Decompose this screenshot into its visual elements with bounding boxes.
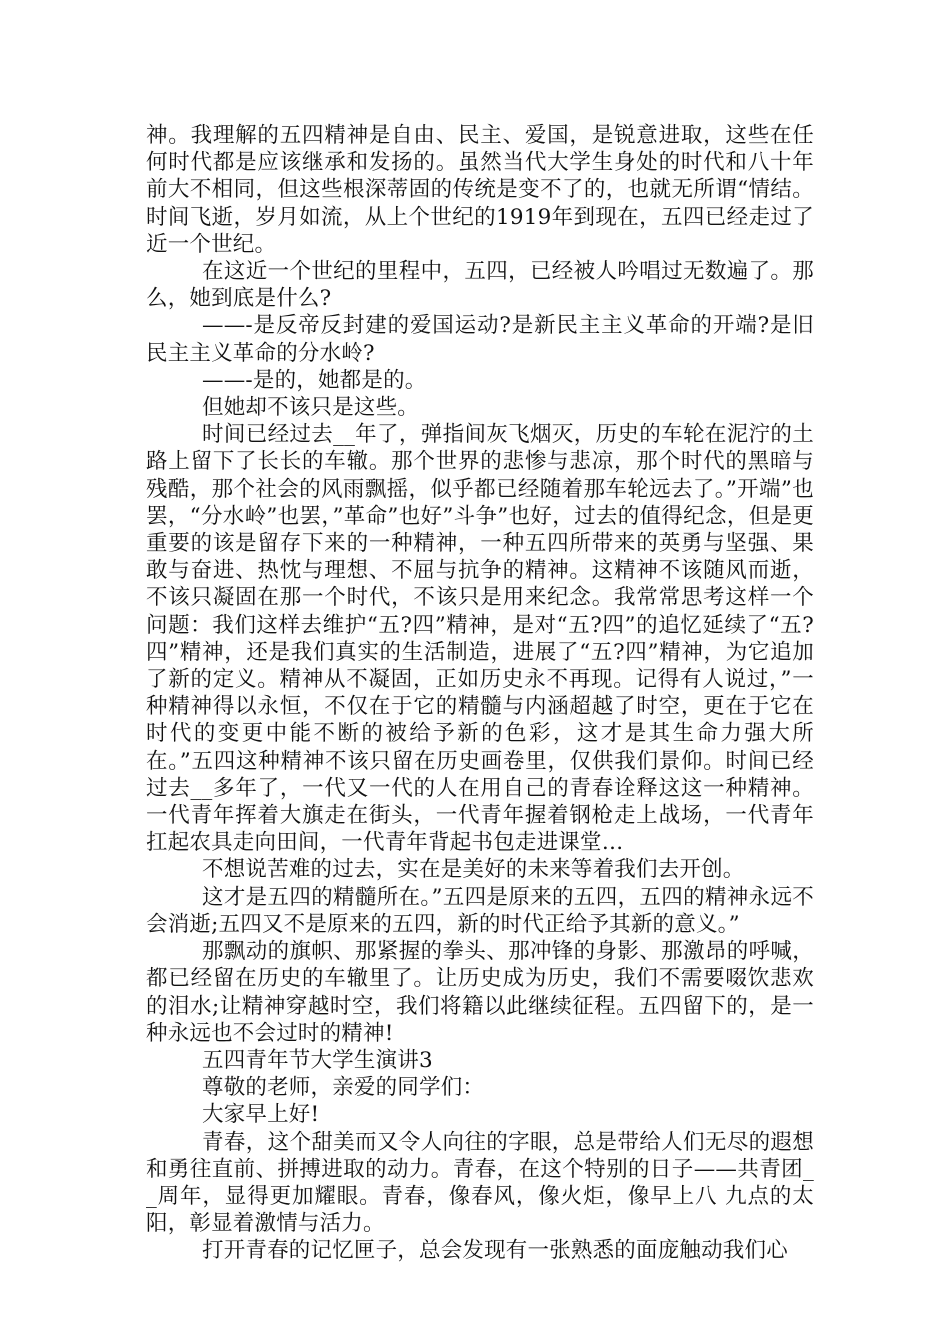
greeting: 大家早上好! (202, 1102, 320, 1128)
paragraph: 那飘动的旗帜、那紧握的拳头、那冲锋的身影、那激昂的呼喊，都已经留在历史的车辙里了。让历史成为历史，我们不需要啜饮悲欢的泪水;让精神穿越时空，我们将籍以此继续征程。五四留下的，是一种永远也不会过时的精神! (146, 939, 814, 1046)
paragraph: 但她却不该只是这些。 (202, 395, 420, 421)
paragraph: 这才是五四的精髓所在。”五四是原来的五四，五四的精神永远不会消逝;五四又不是原来的五四，新的时代正给予其新的意义。” (146, 884, 814, 937)
paragraph: ——-是的，她都是的。 (202, 367, 427, 393)
paragraph: ——-是反帝反封建的爱国运动?是新民主主义革命的开端?是旧民主主义革命的分水岭? (146, 313, 814, 366)
salutation: 尊敬的老师，亲爱的同学们： (202, 1075, 485, 1101)
section-heading: 五四青年节大学生演讲3 (202, 1047, 433, 1073)
paragraph: 打开青春的记忆匣子，总会发现有一张熟悉的面庞触动我们心 (202, 1238, 788, 1264)
paragraph: 神。我理解的五四精神是自由、民主、爱国，是锐意进取，这些在任何时代都是应该继承和发扬的。虽然当代大学生身处的时代和八十年前大不相同，但这些根深蒂固的传统是变不了的，也就无所谓“情结。时间飞逝，岁月如流，从上个世纪的1919年到现在，五四已经走过了近一个世纪。 (146, 123, 814, 257)
document-body (146, 122, 814, 1265)
paragraph: 在这近一个世纪的里程中，五四，已经被人吟唱过无数遍了。那么，她到底是什么? (146, 259, 814, 312)
paragraph: 青春，这个甜美而又令人向往的字眼，总是带给人们无尽的遐想和勇往直前、拼搏进取的动力。青春，在这个特别的日子——共青团__周年，显得更加耀眼。青春，像春风，像火炬，像早上八 九点的太阳，彰显着激情与活力。 (146, 1129, 814, 1237)
paragraph: 时间已经过去__年了，弹指间灰飞烟灭，历史的车轮在泥泞的土路上留下了长长的车辙。那个世界的悲惨与悲凉，那个时代的黑暗与残酷，那个社会的风雨飘摇，似乎都已经随着那车轮远去了。”开端”也罢，“分水岭”也罢，”革命”也好”斗争”也好，过去的值得纪念，但是更重要的该是留存下来的一种精神，一种五四所带来的英勇与坚强、果敢与奋进、热忱与理想、不屈与抗争的精神。这精神不该随风而逝，不该只凝固在那一个时代，不该只是用来纪念。我常常思考这样一个问题：我们这样去维护“五?四”精神，是对“五?四”的追忆延续了“五?四”精神，还是我们真实的生活制造，进展了“五?四”精神，为它追加了新的定义。精神从不凝固，正如历史永不再现。记得有人说过，”一种精神得以永恒，不仅在于它的精髓与内涵超越了时空，更在于它在时代的变更中能不断的被给予新的色彩，这才是其生命力强大所在。”五四这种精神不该只留在历史画卷里，仅供我们景仰。时间已经过去__多年了，一代又一代的人在用自己的青春诠释这这一种精神。一代青年挥着大旗走在街头，一代青年握着钢枪走上战场，一代青年扛起农具走向田间，一代青年背起书包走进课堂… (146, 422, 814, 856)
paragraph: 不想说苦难的过去，实在是美好的未来等着我们去开创。 (202, 857, 745, 883)
